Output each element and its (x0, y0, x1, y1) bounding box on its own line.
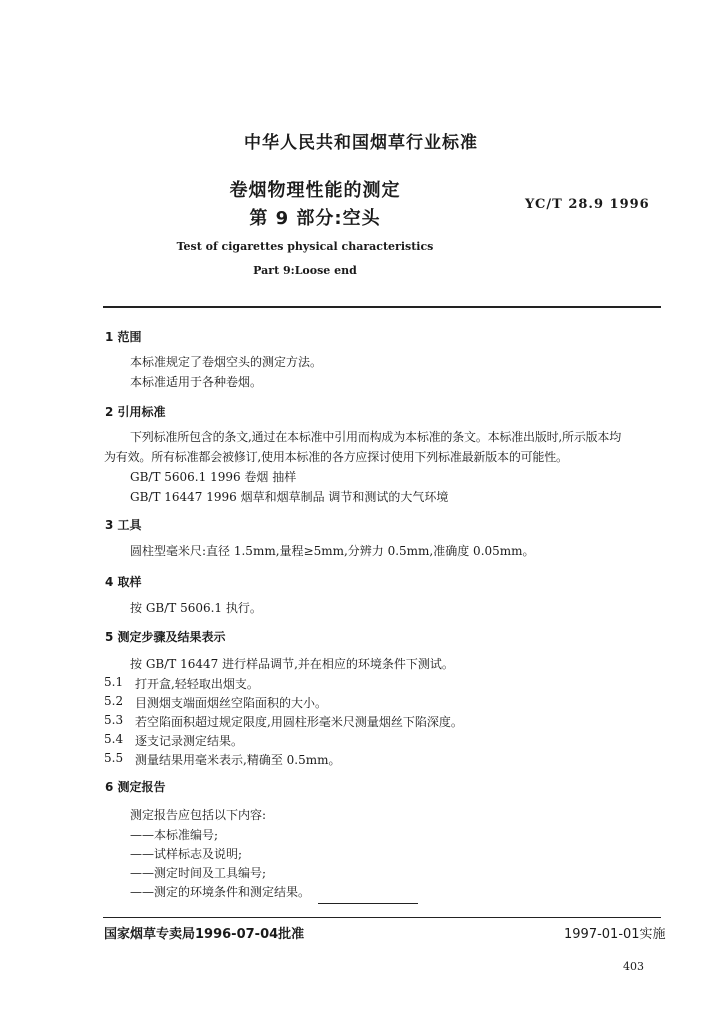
step-number: 5.1 (104, 675, 124, 689)
section-6-heading: 6 测定报告 (105, 780, 166, 794)
implementation-line: 1997-01-01实施 (564, 927, 666, 942)
document-subtitle: 第 9 部分:空头 (249, 208, 381, 229)
section-1-heading: 1 范围 (105, 330, 142, 344)
step-text: 测量结果用毫米表示,精确至 0.5mm。 (135, 753, 341, 767)
english-title: Test of cigarettes physical characteristics (176, 240, 434, 253)
issuing-authority: 中华人民共和国烟草行业标准 (244, 133, 478, 153)
report-item: ——试样标志及说明; (130, 847, 243, 861)
section-1-line: 本标准适用于各种卷烟。 (130, 375, 263, 389)
step-number: 5.5 (104, 751, 124, 765)
step-number: 5.3 (104, 713, 124, 727)
english-subtitle: Part 9:Loose end (253, 264, 357, 277)
report-item: ——本标准编号; (130, 828, 219, 842)
section-5-intro: 按 GB/T 16447 进行样品调节,并在相应的环境条件下测试。 (130, 657, 454, 671)
reference-standard: GB/T 5606.1 1996 卷烟 抽样 (130, 470, 297, 484)
section-4-line: 按 GB/T 5606.1 执行。 (130, 601, 262, 615)
step-text: 逐支记录测定结果。 (135, 734, 244, 748)
section-2-paragraph-line: 为有效。所有标准都会被修订,使用本标准的各方应探讨使用下列标准最新版本的可能性。 (104, 450, 568, 464)
section-4-heading: 4 取样 (105, 575, 142, 589)
end-mark-rule (318, 903, 418, 904)
document-title: 卷烟物理性能的测定 (229, 180, 401, 201)
step-text: 打开盒,轻轻取出烟支。 (135, 677, 259, 691)
reference-standard: GB/T 16447 1996 烟草和烟草制品 调节和测试的大气环境 (130, 490, 449, 504)
section-2-paragraph-line: 下列标准所包含的条文,通过在本标准中引用而构成为本标准的条文。本标准出版时,所示版本均 (130, 430, 622, 444)
step-text: 目测烟支端面烟丝空陷面积的大小。 (135, 696, 328, 710)
section-6-intro: 测定报告应包括以下内容: (130, 808, 267, 822)
section-1-line: 本标准规定了卷烟空头的测定方法。 (130, 355, 323, 369)
header-rule (103, 306, 661, 308)
report-item: ——测定时间及工具编号; (130, 866, 267, 880)
page-number: 403 (623, 960, 644, 973)
section-5-heading: 5 测定步骤及结果表示 (105, 630, 226, 644)
step-number: 5.2 (104, 694, 124, 708)
report-item: ——测定的环境条件和测定结果。 (130, 885, 311, 899)
section-3-line: 圆柱型毫米尺:直径 1.5mm,量程≥5mm,分辨力 0.5mm,准确度 0.05mm。 (130, 544, 535, 558)
section-2-heading: 2 引用标准 (105, 405, 166, 419)
approval-line: 国家烟草专卖局1996-07-04批准 (104, 927, 305, 942)
step-number: 5.4 (104, 732, 124, 746)
standard-number: YC/T 28.9 1996 (525, 197, 650, 212)
footer-rule (103, 917, 661, 918)
section-3-heading: 3 工具 (105, 518, 142, 532)
step-text: 若空陷面积超过规定限度,用圆柱形毫米尺测量烟丝下陷深度。 (135, 715, 463, 729)
